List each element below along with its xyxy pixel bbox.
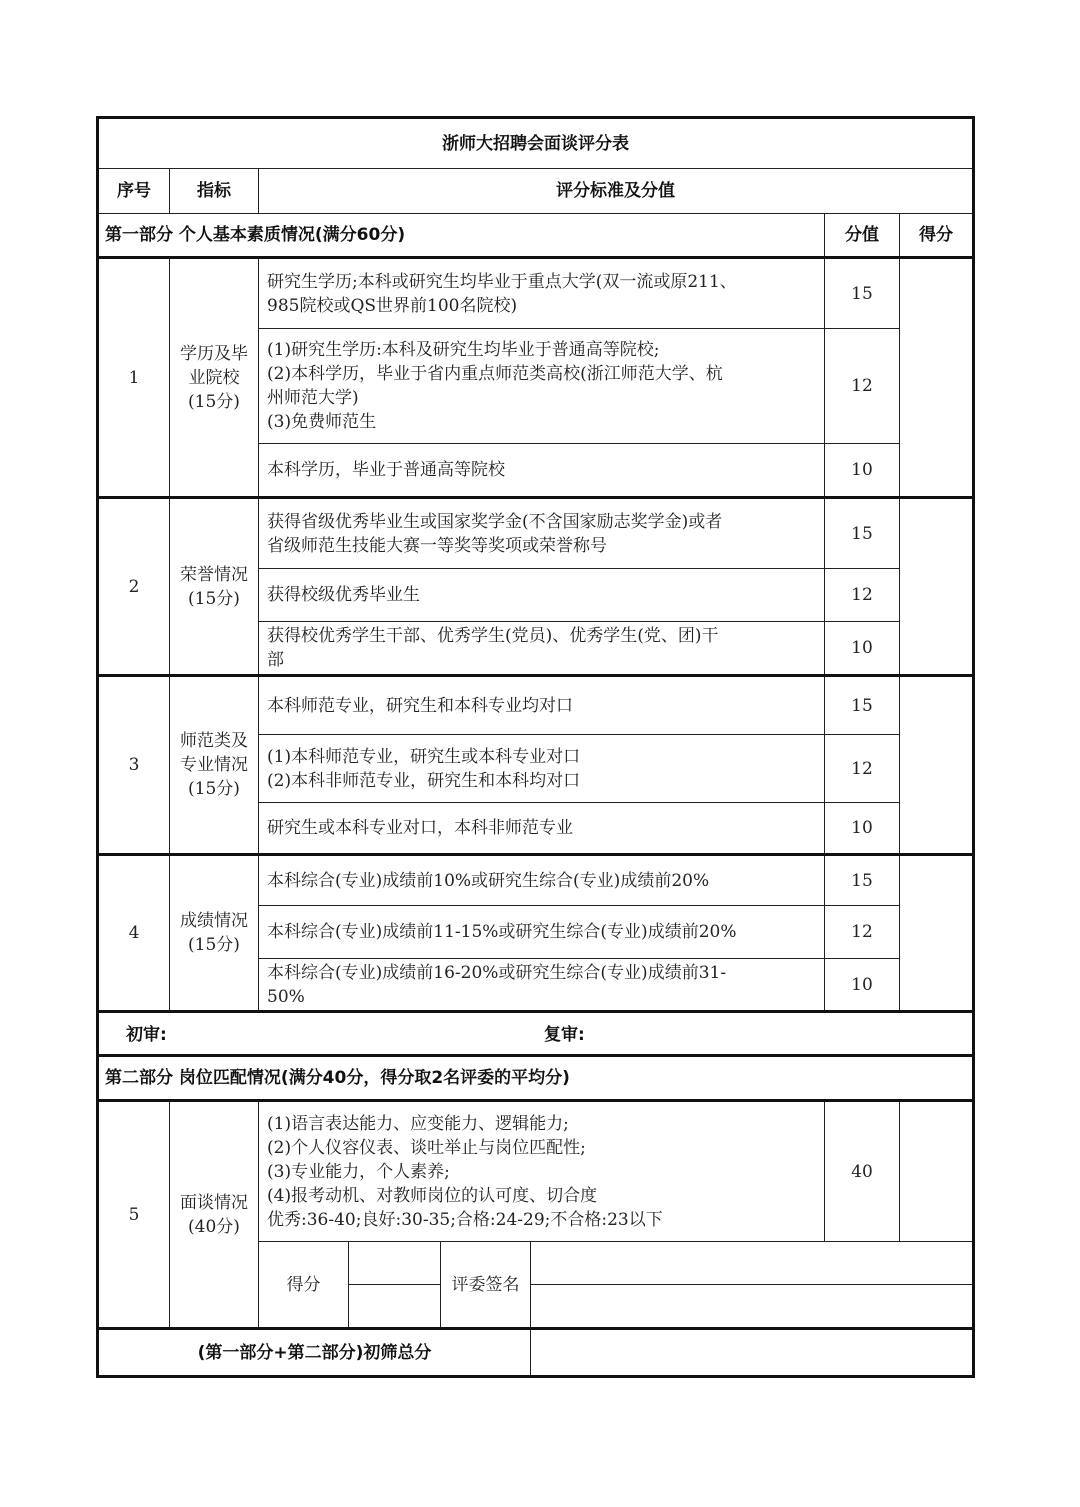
part2-heading: 第二部分 岗位匹配情况(满分40分，得分取2名评委的平均分) xyxy=(98,1056,974,1101)
group1-criterion-2: (1)研究生学历:本科及研究生均毕业于普通高等院校; (2)本科学历，毕业于省内重点师范类高校(浙江师范大学、杭 州师范大学) (3)免费师范生 xyxy=(259,329,825,444)
group1-indicator: 学历及毕 业院校 (15分) xyxy=(170,258,259,498)
group3-criterion-1: 本科师范专业，研究生和本科专业均对口 xyxy=(259,676,825,735)
group2-score-2: 12 xyxy=(825,569,900,622)
group4-score-3: 10 xyxy=(825,959,900,1012)
second-review-label: 复审: xyxy=(544,1025,585,1045)
group3-got-cell[interactable] xyxy=(900,676,974,855)
form-title: 浙师大招聘会面谈评分表 xyxy=(98,118,974,169)
group3-score-3: 10 xyxy=(825,803,900,855)
total-score-cell[interactable] xyxy=(531,1329,974,1377)
total-score-label: (第一部分+第二部分)初筛总分 xyxy=(98,1329,531,1377)
judge1-score-cell[interactable] xyxy=(349,1242,441,1285)
group2-criterion-2: 获得校级优秀毕业生 xyxy=(259,569,825,622)
group3-indicator: 师范类及 专业情况 (15分) xyxy=(170,676,259,855)
part1-heading: 第一部分 个人基本素质情况(满分60分) xyxy=(98,214,825,258)
group1-score-1: 15 xyxy=(825,258,900,329)
score-column-header: 分值 xyxy=(825,214,900,258)
group4-criterion-2: 本科综合(专业)成绩前11-15%或研究生综合(专业)成绩前20% xyxy=(259,906,825,959)
group3-criterion-3: 研究生或本科专业对口，本科非师范专业 xyxy=(259,803,825,855)
group5-got-cell[interactable] xyxy=(900,1101,974,1242)
group5-score: 40 xyxy=(825,1101,900,1242)
group4-got-cell[interactable] xyxy=(900,855,974,1012)
judge-signature-label: 评委签名 xyxy=(441,1242,531,1329)
scoring-table xyxy=(96,116,975,1378)
judge2-signature-cell[interactable] xyxy=(531,1285,974,1329)
group1-seq: 1 xyxy=(98,258,170,498)
group3-score-1: 15 xyxy=(825,676,900,735)
group1-score-3: 10 xyxy=(825,444,900,498)
judge2-score-cell[interactable] xyxy=(349,1285,441,1329)
group2-indicator: 荣誉情况 (15分) xyxy=(170,498,259,676)
group4-criterion-3: 本科综合(专业)成绩前16-20%或研究生综合(专业)成绩前31- 50% xyxy=(259,959,825,1012)
group2-criterion-3: 获得校优秀学生干部、优秀学生(党员)、优秀学生(党、团)干 部 xyxy=(259,622,825,676)
judge1-signature-cell[interactable] xyxy=(531,1242,974,1285)
group2-score-1: 15 xyxy=(825,498,900,569)
first-review-label: 初审: xyxy=(126,1025,167,1045)
header-criteria: 评分标准及分值 xyxy=(259,169,974,214)
group3-score-2: 12 xyxy=(825,735,900,803)
group2-score-3: 10 xyxy=(825,622,900,676)
group4-score-2: 12 xyxy=(825,906,900,959)
got-column-header: 得分 xyxy=(900,214,974,258)
group3-seq: 3 xyxy=(98,676,170,855)
review-row xyxy=(98,1012,974,1056)
header-seq: 序号 xyxy=(98,169,170,214)
group1-got-cell[interactable] xyxy=(900,258,974,498)
group2-seq: 2 xyxy=(98,498,170,676)
group2-got-cell[interactable] xyxy=(900,498,974,676)
group4-criterion-1: 本科综合(专业)成绩前10%或研究生综合(专业)成绩前20% xyxy=(259,855,825,906)
group4-score-1: 15 xyxy=(825,855,900,906)
group5-indicator: 面谈情况 (40分) xyxy=(170,1101,259,1329)
group2-criterion-1: 获得省级优秀毕业生或国家奖学金(不含国家励志奖学金)或者 省级师范生技能大赛一等奖等奖项或荣誉称号 xyxy=(259,498,825,569)
score-label: 得分 xyxy=(259,1242,349,1329)
group1-score-2: 12 xyxy=(825,329,900,444)
group5-criterion: (1)语言表达能力、应变能力、逻辑能力; (2)个人仪容仪表、谈吐举止与岗位匹配性; (3)专业能力，个人素养; (4)报考动机、对教师岗位的认可度、切合度 优秀:36-40;良好:30-35;合格:24-29;不合格:23以下 xyxy=(259,1101,825,1242)
group3-criterion-2: (1)本科师范专业，研究生或本科专业对口 (2)本科非师范专业，研究生和本科均对口 xyxy=(259,735,825,803)
group4-indicator: 成绩情况 (15分) xyxy=(170,855,259,1012)
group1-criterion-3: 本科学历，毕业于普通高等院校 xyxy=(259,444,825,498)
group5-seq: 5 xyxy=(98,1101,170,1329)
header-indicator: 指标 xyxy=(170,169,259,214)
group4-seq: 4 xyxy=(98,855,170,1012)
group1-criterion-1: 研究生学历;本科或研究生均毕业于重点大学(双一流或原211、 985院校或QS世界前100名院校) xyxy=(259,258,825,329)
